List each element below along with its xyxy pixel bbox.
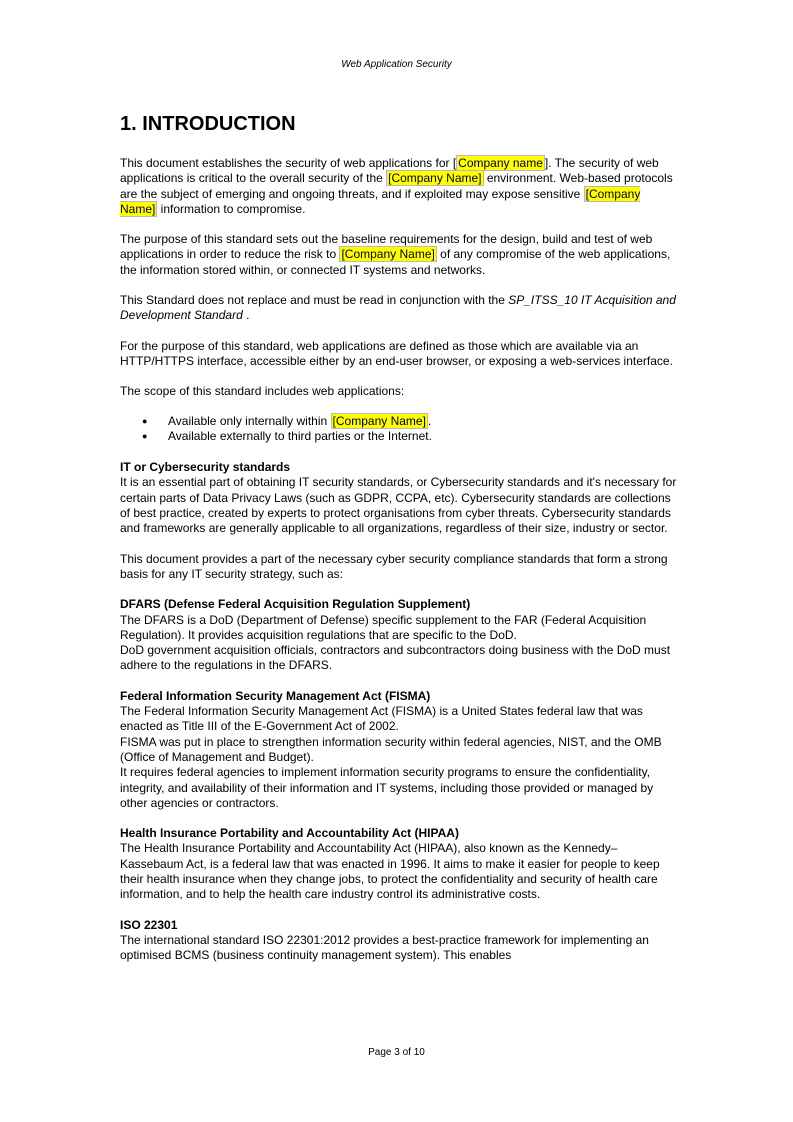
document-body <box>120 112 680 963</box>
dfars-title: DFARS (Defense Federal Acquisition Regulation Supplement) <box>120 597 471 612</box>
cyber-text-2: This document provides a part of the necessary cyber security compliance standards that form a strong basis for any IT security strategy, such as: <box>120 551 668 581</box>
hipaa-section <box>120 826 680 902</box>
standard-reference: SP_ITSS_10 IT Acquisition and Development Standard <box>120 293 676 323</box>
scope-list <box>120 414 680 445</box>
dfars-line-1: The DFARS is a DoD (Department of Defense) specific supplement to the FAR (Federal Acquisition Regulation). It provides acquisition regulations that are specific to the DoD. <box>120 612 647 642</box>
section-heading: 1. INTRODUCTION <box>120 113 296 135</box>
fisma-line-2: FISMA was put in place to strengthen information security within federal agencies, NIST, and the OMB (Office of Management and Budget). <box>120 734 662 764</box>
fisma-line-1: The Federal Information Security Management Act (FISMA) is a United States federal law that was enacted as Title III of the E-Government Act of 2002. <box>120 704 643 734</box>
company-name-placeholder: Company name <box>458 156 543 170</box>
dfars-section <box>120 597 680 673</box>
cyber-section <box>120 460 680 536</box>
intro-paragraph-2: The purpose of this standard sets out the baseline requirements for the design, build and test of web applications in order to reduce the risk to [Company Name] of any compromise of the web applications, the information stored within, or connected IT systems and networks. <box>120 232 671 277</box>
fisma-line-3: It requires federal agencies to implement information security programs to ensure the confidentiality, integrity, and availability of their information and IT systems, including those provided or managed by other agencies or contractors. <box>120 765 654 810</box>
intro-paragraph-4: For the purpose of this standard, web applications are defined as those which are available via an HTTP/HTTPS interface, accessible either by an end-user browser, or exposing a web-services interface. <box>120 338 673 368</box>
fisma-title: Federal Information Security Management Act (FISMA) <box>120 688 431 703</box>
company-name-placeholder: [Company Name] <box>341 247 435 262</box>
hipaa-text: The Health Insurance Portability and Accountability Act (HIPAA), also known as the Kennedy–Kassebaum Act, is a federal law that was enacted in 1996. It aims to make it easier for people to keep their health insurance when they change jobs, to protect the confidentiality and security of health care information, and to help the health care industry control its administrative costs. <box>120 841 660 902</box>
cyber-text: It is an essential part of obtaining IT security standards, or Cybersecurity standards and it's necessary for certain parts of Data Privacy Laws (such as GDPR, CCPA, etc). Cybersecurity standards are collections of best practice, created by experts to protect organisations from cyber threats. Cybersecurity standards and frameworks are generally applicable to all organizations, regardless of their size, industry or sector. <box>120 475 677 536</box>
fisma-section <box>120 689 680 811</box>
hipaa-title: Health Insurance Portability and Accountability Act (HIPAA) <box>120 826 459 841</box>
iso-text: The international standard ISO 22301:2012 provides a best-practice framework for implementing an optimised BCMS (business continuity management system). This enables <box>120 932 649 963</box>
intro-paragraph-3: This Standard does not replace and must be read in conjunction with the SP_ITSS_10 IT Acquisition and Development Standard . <box>120 293 676 323</box>
iso-title: ISO 22301 <box>120 917 178 932</box>
page-header: Web Application Security <box>341 59 452 70</box>
intro-paragraph-1: This document establishes the security of web applications for [ Company name ]. The security of web applications is critical to the overall security of the [Company Name] environment. Web-based protocols are the subject of emerging and ongoing threats, and if exploited may expose sensitive [Company Name] information to compromise. <box>120 156 673 216</box>
page-number: Page 3 of 10 <box>368 1047 425 1058</box>
iso-section <box>120 918 680 964</box>
cyber-title: IT or Cybersecurity standards <box>120 460 291 475</box>
company-name-placeholder: [Company Name] <box>120 186 641 216</box>
intro-paragraph-5: The scope of this standard includes web applications: <box>120 384 405 399</box>
company-name-placeholder: [Company Name] <box>388 171 482 186</box>
list-item: ● Available externally to third parties or the Internet. <box>120 429 680 444</box>
list-item: ● Available only internally within [Company Name] . <box>120 414 680 429</box>
dfars-line-2: DoD government acquisition officials, contractors and subcontractors doing business with the DoD must adhere to the regulations in the DFARS. <box>120 643 671 673</box>
company-name-placeholder: [Company Name] <box>332 413 426 428</box>
